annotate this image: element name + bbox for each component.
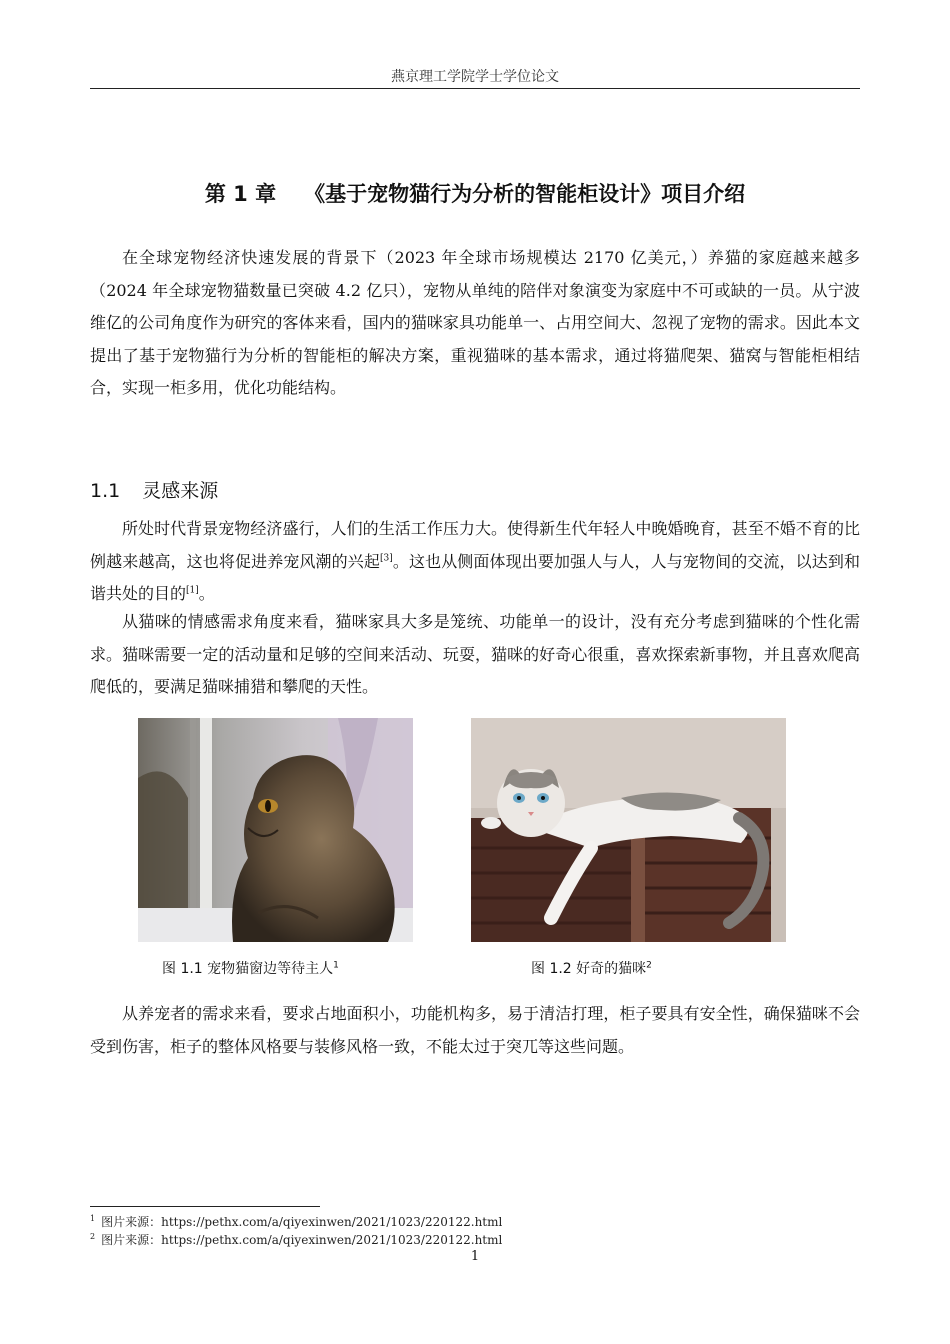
cat-window-illustration <box>138 718 413 942</box>
footnote-2-mark: 2 <box>90 1232 96 1241</box>
footnote-ref-1[interactable]: 1 <box>333 960 339 971</box>
footnote-1 <box>90 1213 502 1230</box>
para1-text-b: 。这也从侧面体现出要加强人与人，人与宠物间的交流，以达到和谐共处的目的 <box>90 551 860 603</box>
footnote-ref-2[interactable]: 2 <box>646 960 652 971</box>
inspiration-paragraph <box>90 513 860 611</box>
footnote-1-text[interactable]: 图片来源：https://pethx.com/a/qiyexinwen/2021/1023/220122.html <box>101 1215 503 1229</box>
citation-3[interactable]: [3] <box>380 553 393 564</box>
header-rule <box>90 88 860 89</box>
emotional-needs-paragraph: 从猫咪的情感需求角度来看，猫咪家具大多是笼统、功能单一的设计，没有充分考虑到猫咪的个性化需求。猫咪需要一定的活动量和足够的空间来活动、玩耍，猫咪的好奇心很重，喜欢探索新事物，并且喜欢爬高爬低的，要满足猫咪捕猎和攀爬的天性。 <box>90 612 860 696</box>
chapter-title <box>90 178 860 208</box>
footnote-2 <box>90 1231 502 1248</box>
footnote-separator <box>90 1206 320 1207</box>
running-header: 燕京理工学院学士学位论文 <box>391 69 559 85</box>
figure-1-2-caption-text: 图 1.2 好奇的猫咪 <box>531 961 647 977</box>
intro-paragraph: 在全球宠物经济快速发展的背景下（2023 年全球市场规模达 2170 亿美元，）养猫的家庭越来越多（2024 年全球宠物猫数量已突破 4.2 亿只），宠物从单纯的陪伴对象演变为家庭中不可或缺的一员。从宁波维亿的公司角度作为研究的客体来看，国内的猫咪家具功能单一、占用空间大、忽视了宠物的需求。因此本文提出了基于宠物猫行为分析的智能柜的解决方案，重视猫咪的基本需求，通过将猫爬架、猫窝与智能柜相结合，实现一柜多用，优化功能结构。 <box>90 248 860 397</box>
para1-text-c: 。 <box>198 584 215 603</box>
section-number: 1.1 <box>90 480 121 502</box>
section-heading <box>90 476 218 503</box>
figure-1-2-caption <box>531 958 652 978</box>
section-title: 灵感来源 <box>142 480 219 502</box>
para1-text-a: 所处时代背景宠物经济盛行，人们的生活工作压力大。使得新生代年轻人中晚婚晚育，甚至不婚不育的比例越来越高，这也将促进养宠风潮的兴起 <box>90 519 860 571</box>
figure-1-1-caption <box>162 958 339 978</box>
chapter-number: 第 1 章 <box>204 182 277 206</box>
footnote-1-mark: 1 <box>90 1214 96 1223</box>
chapter-title-text: 《基于宠物猫行为分析的智能柜设计》项目介绍 <box>304 182 746 206</box>
figure-1-1-caption-text: 图 1.1 宠物猫窗边等待主人 <box>162 961 334 977</box>
figure-cat-window-image <box>138 718 413 942</box>
footnote-2-text[interactable]: 图片来源：https://pethx.com/a/qiyexinwen/2021/1023/220122.html <box>101 1233 503 1247</box>
citation-1[interactable]: [1] <box>186 585 199 596</box>
figure-curious-cat-image <box>471 718 786 942</box>
owner-needs-paragraph: 从养宠者的需求来看，要求占地面积小，功能机构多，易于清洁打理，柜子要具有安全性，确保猫咪不会受到伤害，柜子的整体风格要与装修风格一致，不能太过于突兀等这些问题。 <box>90 1004 860 1056</box>
curious-cat-illustration <box>471 718 786 942</box>
page-number: 1 <box>470 1249 480 1264</box>
